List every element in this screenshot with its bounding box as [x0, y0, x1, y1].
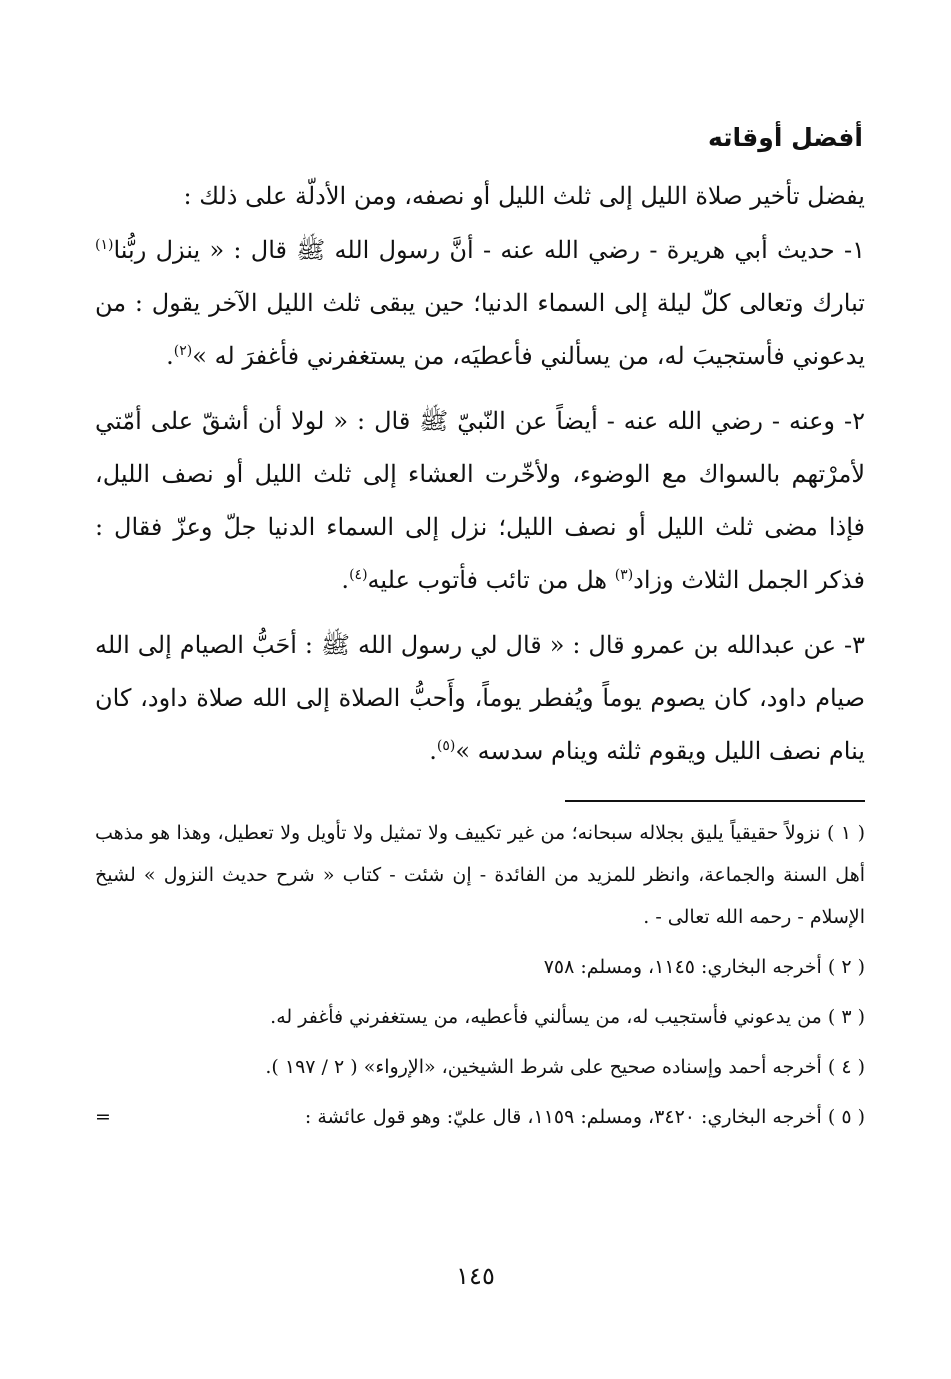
paragraph-text: ١- حديث أبي هريرة - رضي الله عنه - أنَّ رسول الله ﷺ قال : « ينزل ربُّنا	[113, 236, 865, 264]
footnote-divider	[565, 800, 865, 802]
continuation-mark: =	[95, 1106, 111, 1128]
paragraph-text: .	[341, 566, 350, 594]
paragraph-text: ٣- عن عبدالله بن عمرو قال : « قال لي رسول الله ﷺ : أحَبُّ الصيام إلى الله صيام داود، كان يصوم يوماً ويُفطر يوماً، وأَحبُّ الصلاة إلى الله صلاة داود، كان ينام نصف الليل ويقوم ثلثه وينام سدسه »	[95, 631, 866, 765]
footnote-1: ( ١ ) نزولاً حقيقياً يليق بجلاله سبحانه؛ من غير تكييف ولا تمثيل ولا تأويل ولا تعطيل، وهذا هو مذهب أهل السنة والجماعة، وانظر للمزيد من الفائدة - إن شئت - كتاب « شرح حديث النزول » لشيخ الإسلام - رحمه الله تعالى - .	[95, 822, 865, 928]
section-heading: أفضل أوقاته	[707, 123, 863, 152]
paragraph-text: .	[429, 737, 437, 765]
footnote-text: ( ٥ ) أخرجه البخاري: ٣٤٢٠، ومسلم: ١١٥٩، قال عليّ: وهو قول عائشة :	[304, 1106, 865, 1128]
footnote-4: ( ٤ ) أخرجه أحمد وإسناده صحيح على شرط الشيخين، «الإرواء» ( ٢ / ١٩٧ ).	[265, 1056, 865, 1078]
intro-paragraph: يفضل تأخير صلاة الليل إلى ثلث الليل أو نصفه، ومن الأدلّة على ذلك :	[183, 182, 865, 210]
paragraph-text: ٢- وعنه - رضي الله عنه - أيضاً عن النّبيّ ﷺ قال : « لولا أن أشقّ على أمّتي لأمرْتهم بالسواك مع الوضوء، ولأخّرت العشاء إلى ثلث الليل أو نصف الليل، فإذا مضى ثلث الليل أو نصف الليل؛ نزل إلى السماء الدنيا جلّ وعزّ فقال : فذكر الجمل الثلاث وزاد	[95, 407, 866, 594]
footnote-ref[interactable]: (٤)	[349, 567, 368, 583]
footnote-2: ( ٢ ) أخرجه البخاري: ١١٤٥، ومسلم: ٧٥٨	[543, 956, 865, 978]
footnote-3: ( ٣ ) من يدعوني فأستجيب له، من يسألني فأعطيه، من يستغفرني فأغفر له.	[270, 1006, 865, 1028]
footnote-5	[95, 1096, 865, 1138]
paragraph-text: هل من تائب فأتوب عليه	[367, 566, 615, 594]
paragraph-text: تبارك وتعالى كلّ ليلة إلى السماء الدنيا؛ حين يبقى ثلث الليل الآخر يقول : من يدعوني فأستجيبَ له، من يسألني فأعطيَه، من يستغفرني فأغفرَ له »	[95, 289, 865, 370]
hadith-paragraph-3	[95, 619, 865, 778]
footnote-ref[interactable]: (٥)	[436, 738, 456, 754]
hadith-paragraph-1	[95, 224, 865, 383]
footnote-ref[interactable]: (٣)	[614, 567, 634, 583]
page-body	[95, 118, 865, 1146]
hadith-paragraph-2	[95, 395, 865, 607]
paragraph-text: .	[166, 342, 174, 370]
footnote-ref[interactable]: (١)	[95, 237, 114, 253]
footnote-ref[interactable]: (٢)	[173, 343, 193, 359]
page-number: ١٤٥	[456, 1262, 495, 1290]
